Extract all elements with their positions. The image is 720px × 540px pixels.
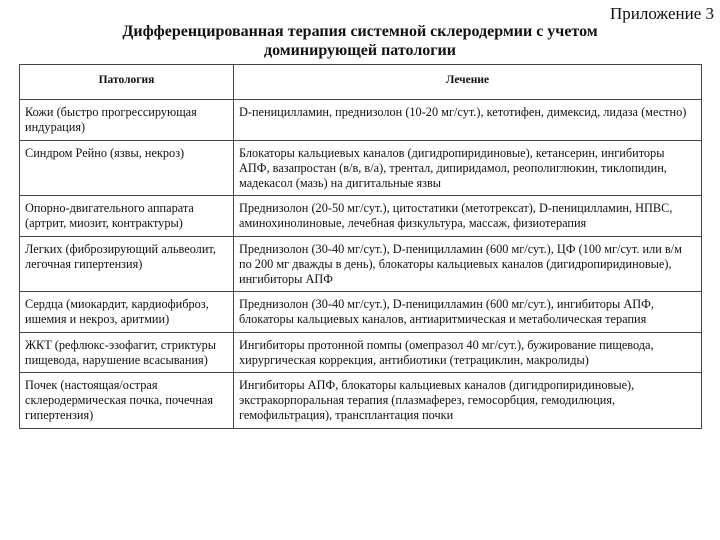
table-row — [20, 292, 702, 332]
treatment-cell: Блокаторы кальциевых каналов (дигидропиридиновые), кетансерин, ингибиторы АПФ, вазапростан (в/в, в/а), трентал, дипиридамол, реополиглюкин, тиклопидин, мадекасол (мазь) на дигитальные язвы — [234, 140, 702, 196]
pathology-cell: Почек (настоящая/острая склеродермическая почка, почечная гипертензия) — [20, 373, 234, 429]
pathology-cell: Сердца (миокардит, кардиофиброз, ишемия и некроз, аритмии) — [20, 292, 234, 332]
table-row — [20, 373, 702, 429]
title-line-1: Дифференцированная терапия системной склеродермии с учетом — [122, 23, 598, 40]
treatment-cell: Ингибиторы АПФ, блокаторы кальциевых каналов (дигидропиридиновые), экстракорпоральная терапия (плазмаферез, гемосорбция, гемодилюция, гемофильтрация), трансплантация почки — [234, 373, 702, 429]
table-row — [20, 100, 702, 140]
treatment-cell: Преднизолон (20-50 мг/сут.), цитостатики (метотрексат), D-пеницилламин, НПВС, аминохинолиновые, лечебная физкультура, массаж, физиотерапия — [234, 196, 702, 236]
pathology-cell: Опорно-двигательного аппарата (артрит, миозит, контрактуры) — [20, 196, 234, 236]
table-header-row — [20, 65, 702, 100]
table-row — [20, 196, 702, 236]
treatment-cell: Ингибиторы протонной помпы (омепразол 40 мг/сут.), бужирование пищевода, хирургическая коррекция, антибиотики (тетрациклин, макролиды) — [234, 332, 702, 372]
treatment-cell: Преднизолон (30-40 мг/сут.), D-пеницилламин (600 мг/сут.), ингибиторы АПФ, блокаторы кальциевых каналов, антиаритмическая и метаболическая терапия — [234, 292, 702, 332]
pathology-cell: Кожи (быстро прогрессирующая индурация) — [20, 100, 234, 140]
treatment-cell: Преднизолон (30-40 мг/сут.), D-пеницилламин (600 мг/сут.), ЦФ (100 мг/сут. или в/м по 200 мг дважды в день), блокаторы кальциевых каналов (дигидропиридиновые), ингибиторы АПФ — [234, 236, 702, 292]
pathology-cell: Легких (фиброзирующий альвеолит, легочная гипертензия) — [20, 236, 234, 292]
header-pathology: Патология — [20, 65, 234, 100]
pathology-cell: Синдром Рейно (язвы, некроз) — [20, 140, 234, 196]
therapy-table — [19, 64, 702, 429]
treatment-cell: D-пеницилламин, преднизолон (10-20 мг/сут.), кетотифен, димексид, лидаза (местно) — [234, 100, 702, 140]
table-row — [20, 332, 702, 372]
header-treatment: Лечение — [234, 65, 702, 100]
document-title — [40, 22, 680, 60]
pathology-cell: ЖКТ (рефлюкс-эзофагит, стриктуры пищевода, нарушение всасывания) — [20, 332, 234, 372]
table-row — [20, 236, 702, 292]
title-line-2: доминирующей патологии — [263, 42, 456, 59]
appendix-label: Приложение 3 — [610, 4, 714, 23]
table-row — [20, 140, 702, 196]
